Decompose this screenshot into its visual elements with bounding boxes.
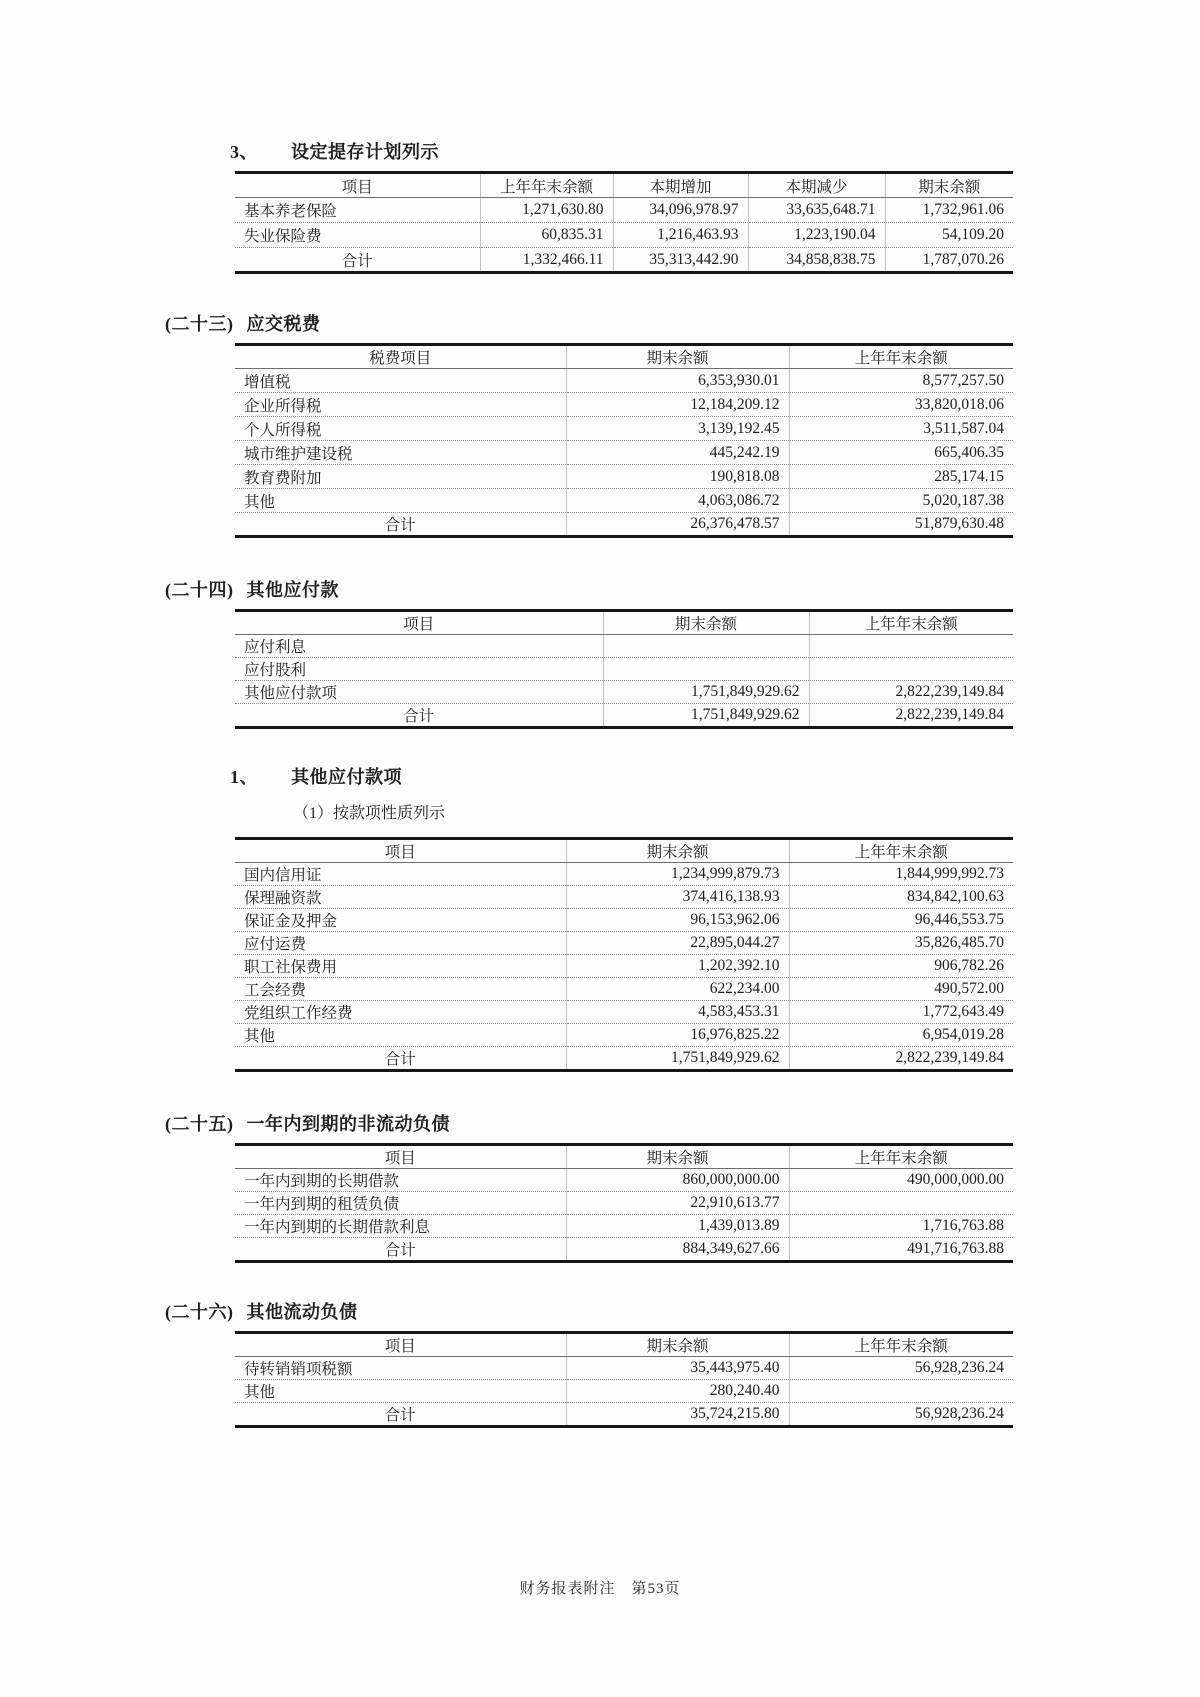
- cell-value: 56,928,236.24: [789, 1357, 1013, 1380]
- section-taxes-payable: [165, 312, 1015, 538]
- cell-value: 4,063,086.72: [566, 489, 789, 513]
- row-label: 企业所得税: [235, 393, 566, 417]
- column-header: 项目: [235, 839, 566, 863]
- row-label: 个人所得税: [235, 417, 566, 441]
- cell-value: 665,406.35: [789, 441, 1013, 465]
- table-row: [235, 1380, 1013, 1403]
- cell-value: [789, 1380, 1013, 1403]
- column-header: 项目: [235, 173, 480, 198]
- table-row: [235, 886, 1013, 909]
- section-non-current-liabilities-due-within-one-year: [165, 1112, 1015, 1263]
- row-label: 工会经费: [235, 978, 566, 1001]
- column-header: 上年年末余额: [789, 1333, 1013, 1357]
- row-label: 失业保险费: [235, 223, 480, 248]
- cell-value: 491,716,763.88: [789, 1238, 1013, 1262]
- column-header: 期末余额: [566, 1333, 789, 1357]
- table-row: [235, 441, 1013, 465]
- table-total-row: [235, 1047, 1013, 1071]
- cell-value: 35,313,442.90: [613, 248, 748, 273]
- column-header: 期末余额: [885, 173, 1013, 198]
- table-row: [235, 223, 1013, 248]
- table-row: [235, 932, 1013, 955]
- row-label: 保理融资款: [235, 886, 566, 909]
- table-row: [235, 681, 1013, 704]
- section-heading: [165, 140, 1015, 164]
- table-row: [235, 1001, 1013, 1024]
- section-number: (二十四): [165, 580, 234, 600]
- cell-value: [603, 658, 809, 681]
- section-title: 设定提存计划列示: [291, 142, 439, 162]
- non-current-liabilities-due-table: [235, 1143, 1013, 1263]
- cell-value: 1,787,070.26: [885, 248, 1013, 273]
- section-other-current-liabilities: [165, 1300, 1015, 1428]
- other-payables-by-nature-table: [235, 837, 1013, 1072]
- column-header: 上年年末余额: [789, 1145, 1013, 1169]
- column-header: 税费项目: [235, 345, 566, 369]
- table-row: [235, 369, 1013, 393]
- cell-value: 1,271,630.80: [480, 198, 613, 223]
- section-number: 1、: [230, 767, 258, 787]
- table-row: [235, 658, 1013, 681]
- row-label: 一年内到期的长期借款利息: [235, 1215, 566, 1238]
- table-row: [235, 863, 1013, 886]
- row-label: 城市维护建设税: [235, 441, 566, 465]
- cell-value: 22,895,044.27: [566, 932, 789, 955]
- section-number: (二十六): [165, 1302, 234, 1322]
- row-label: 基本养老保险: [244, 203, 338, 220]
- table-header-row: [235, 173, 1013, 198]
- row-label: 其他: [235, 489, 566, 513]
- column-header: 本期增加: [613, 173, 748, 198]
- column-header: 期末余额: [566, 839, 789, 863]
- table-total-row: [235, 1238, 1013, 1262]
- row-label: 国内信用证: [244, 867, 322, 884]
- table-row: [235, 489, 1013, 513]
- row-label: 待转销销项税额: [244, 1361, 353, 1378]
- row-label: 一年内到期的租赁负债: [235, 1192, 566, 1215]
- cell-value: 374,416,138.93: [566, 886, 789, 909]
- row-label: 保证金及押金: [235, 909, 566, 932]
- cell-value: 6,954,019.28: [789, 1024, 1013, 1047]
- section-title: 其他应付款: [246, 580, 339, 600]
- cell-value: 3,511,587.04: [789, 417, 1013, 441]
- section-number: (二十三): [165, 314, 234, 334]
- section-heading: [165, 578, 1015, 602]
- row-label: 增值税: [244, 373, 291, 391]
- cell-value: 445,242.19: [566, 441, 789, 465]
- column-header: 项目: [235, 1145, 566, 1169]
- cell-value: 35,443,975.40: [566, 1357, 789, 1380]
- section-heading: [165, 765, 1015, 789]
- cell-value: 8,577,257.50: [789, 369, 1013, 393]
- cell-value: 1,716,763.88: [789, 1215, 1013, 1238]
- other-current-liabilities-table: [235, 1331, 1013, 1428]
- cell-value: [809, 635, 1013, 658]
- column-header: 期末余额: [566, 1145, 789, 1169]
- section-defined-contribution-plans: [165, 140, 1015, 274]
- section-title: 一年内到期的非流动负债: [246, 1114, 450, 1134]
- cell-value: 54,109.20: [885, 223, 1013, 248]
- section-title: 其他流动负债: [246, 1302, 358, 1322]
- row-label: 合计: [235, 1238, 566, 1262]
- table-row: [235, 1169, 1013, 1192]
- cell-value: 190,818.08: [566, 465, 789, 489]
- row-label: 应付股利: [235, 658, 603, 681]
- row-label: 党组织工作经费: [235, 1001, 566, 1024]
- section-other-payables: [165, 578, 1015, 729]
- cell-value: 285,174.15: [789, 465, 1013, 489]
- table-total-row: [235, 513, 1013, 537]
- section-other-payables-by-nature: [165, 765, 1015, 1072]
- column-header: 期末余额: [603, 611, 809, 635]
- row-label: 合计: [235, 248, 480, 273]
- table-total-row: [235, 704, 1013, 728]
- table-row: [235, 978, 1013, 1001]
- cell-value: 2,822,239,149.84: [809, 704, 1013, 728]
- column-header: 上年年末余额: [809, 611, 1013, 635]
- cell-value: 1,751,849,929.62: [603, 704, 809, 728]
- section-heading: [165, 1300, 1015, 1324]
- section-number: 3、: [230, 142, 258, 162]
- cell-value: 1,751,849,929.62: [603, 681, 809, 704]
- table-row: [235, 198, 1013, 223]
- cell-value: 1,844,999,992.73: [789, 863, 1013, 886]
- section-title: 应交税费: [246, 314, 321, 334]
- cell-value: 16,976,825.22: [566, 1024, 789, 1047]
- column-header: 上年年末余额: [789, 345, 1013, 369]
- row-label: 一年内到期的长期借款: [244, 1173, 400, 1190]
- table-row: [235, 417, 1013, 441]
- cell-value: 1,439,013.89: [566, 1215, 789, 1238]
- table-header-row: [235, 1145, 1013, 1169]
- cell-value: [809, 658, 1013, 681]
- section-number: (二十五): [165, 1114, 234, 1134]
- cell-value: 33,635,648.71: [748, 198, 885, 223]
- column-header: 项目: [235, 611, 603, 635]
- section-heading: [165, 1112, 1015, 1136]
- cell-value: 490,000,000.00: [789, 1169, 1013, 1192]
- cell-value: 490,572.00: [789, 978, 1013, 1001]
- row-label: 职工社保费用: [235, 955, 566, 978]
- table-row: [235, 1024, 1013, 1047]
- cell-value: 5,020,187.38: [789, 489, 1013, 513]
- row-label: 合计: [235, 513, 566, 537]
- table-header-row: [235, 1333, 1013, 1357]
- cell-value: 1,332,466.11: [480, 248, 613, 273]
- cell-value: 1,751,849,929.62: [566, 1047, 789, 1071]
- table-row: [235, 635, 1013, 658]
- cell-value: 1,216,463.93: [613, 223, 748, 248]
- table-row: [235, 465, 1013, 489]
- defined-contribution-plans-table: [235, 171, 1013, 274]
- cell-value: 280,240.40: [566, 1380, 789, 1403]
- table-row: [235, 1357, 1013, 1380]
- cell-value: 2,822,239,149.84: [809, 681, 1013, 704]
- table-row: [235, 909, 1013, 932]
- cell-value: 35,826,485.70: [789, 932, 1013, 955]
- column-header: 项目: [235, 1333, 566, 1357]
- cell-value: 1,772,643.49: [789, 1001, 1013, 1024]
- cell-value: 1,732,961.06: [885, 198, 1013, 223]
- other-payables-table: [235, 609, 1013, 729]
- column-header: 上年年末余额: [480, 173, 613, 198]
- column-header: 上年年末余额: [789, 839, 1013, 863]
- cell-value: 34,858,838.75: [748, 248, 885, 273]
- cell-value: 26,376,478.57: [566, 513, 789, 537]
- cell-value: 884,349,627.66: [566, 1238, 789, 1262]
- taxes-payable-table: [235, 343, 1013, 538]
- table-row: [235, 1215, 1013, 1238]
- row-label: 其他应付款项: [235, 681, 603, 704]
- row-label: 其他: [235, 1024, 566, 1047]
- cell-value: 12,184,209.12: [566, 393, 789, 417]
- cell-value: 22,910,613.77: [566, 1192, 789, 1215]
- page-footer: 财务报表附注 第53页: [519, 1581, 681, 1597]
- cell-value: 6,353,930.01: [566, 369, 789, 393]
- cell-value: 4,583,453.31: [566, 1001, 789, 1024]
- table-header-row: [235, 839, 1013, 863]
- row-label: 应付运费: [235, 932, 566, 955]
- cell-value: 2,822,239,149.84: [789, 1047, 1013, 1071]
- row-label: 合计: [235, 1403, 566, 1427]
- column-header: 本期减少: [748, 173, 885, 198]
- section-heading: [165, 312, 1015, 336]
- cell-value: 60,835.31: [480, 223, 613, 248]
- cell-value: [789, 1192, 1013, 1215]
- row-label: 其他: [235, 1380, 566, 1403]
- row-label: 教育费附加: [235, 465, 566, 489]
- cell-value: 56,928,236.24: [789, 1403, 1013, 1427]
- cell-value: 1,223,190.04: [748, 223, 885, 248]
- cell-value: 860,000,000.00: [566, 1169, 789, 1192]
- table-row: [235, 1192, 1013, 1215]
- cell-value: 35,724,215.80: [566, 1403, 789, 1427]
- cell-value: 906,782.26: [789, 955, 1013, 978]
- table-header-row: [235, 611, 1013, 635]
- table-row: [235, 955, 1013, 978]
- table-total-row: [235, 1403, 1013, 1427]
- cell-value: 834,842,100.63: [789, 886, 1013, 909]
- row-label: 合计: [235, 1047, 566, 1071]
- row-label: 应付利息: [244, 639, 307, 656]
- section-subtitle: （1）按款项性质列示: [293, 805, 446, 822]
- cell-value: 51,879,630.48: [789, 513, 1013, 537]
- cell-value: 96,446,553.75: [789, 909, 1013, 932]
- table-total-row: [235, 248, 1013, 273]
- cell-value: 622,234.00: [566, 978, 789, 1001]
- cell-value: 34,096,978.97: [613, 198, 748, 223]
- cell-value: 1,202,392.10: [566, 955, 789, 978]
- table-header-row: [235, 345, 1013, 369]
- column-header: 期末余额: [566, 345, 789, 369]
- cell-value: 96,153,962.06: [566, 909, 789, 932]
- row-label: 合计: [235, 704, 603, 728]
- cell-value: 3,139,192.45: [566, 417, 789, 441]
- table-row: [235, 393, 1013, 417]
- cell-value: 1,234,999,879.73: [566, 863, 789, 886]
- cell-value: [603, 635, 809, 658]
- section-title: 其他应付款项: [291, 767, 402, 787]
- cell-value: 33,820,018.06: [789, 393, 1013, 417]
